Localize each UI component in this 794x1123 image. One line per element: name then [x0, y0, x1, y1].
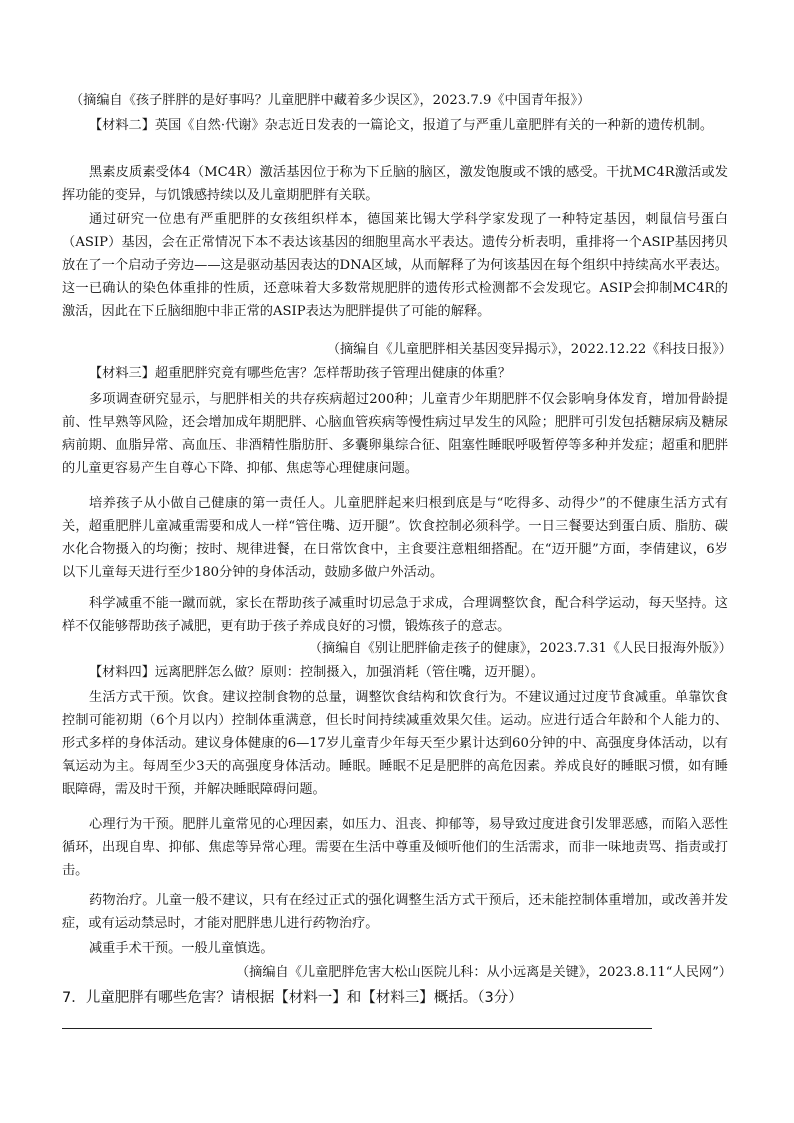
material-4-paragraph-5: 减重手术干预。一般儿童慎选。 — [89, 941, 274, 956]
source-citation-1: （摘编自《孩子胖胖的是好事吗？儿童肥胖中藏着多少误区》，2023.7.9《中国青年报》） — [70, 93, 591, 108]
material-2-paragraph-3: 通过研究一位患有严重肥胖的女孩组织样本，德国莱比锡大学科学家发现了一种特定基因，刺鼠信号蛋白（ASIP）基因，会在正常情况下本不表达该基因的细胞里高水平表达。遗传分析表明，重排将一个ASIP基因拷贝放在了一个启动子旁边——这是驱动基因表达的DNA区域，从而解释了为何该基因在每个组织中持续高水平表达。这一已确认的染色体重排的性质，还意味着大多数常规肥胖的遗传形式检测都不会发现它。ASIP会抑制MC4R的激活，因此在下丘脑细胞中非正常的ASIP表达为肥胖提供了可能的解释。 — [62, 212, 728, 319]
answer-line[interactable] — [62, 1028, 652, 1029]
material-4-paragraph-3: 心理行为干预。肥胖儿童常见的心理因素，如压力、沮丧、抑郁等，易导致过度进食引发罪恶感，而陷入恶性循环，出现自卑、抑郁、焦虑等异常心理。需要在生活中尊重及倾听他们的生活需求，而非一味地责骂、指责或打击。 — [62, 817, 728, 878]
material-3-paragraph-2: 多项调查研究显示，与肥胖相关的共存疾病超过200种；儿童青少年期肥胖不仅会影响身体发育，增加骨龄提前、性早熟等风险，还会增加成年期肥胖、心脑血管疾病等慢性病过早发生的风险；肥胖可引发包括糖尿病及糖尿病前期、血脂异常、高血压、非酒精性脂肪肝、多囊卵巢综合征、阻塞性睡眠呼吸暂停等多种并发症；超重和肥胖的儿童更容易产生自尊心下降、抑郁、焦虑等心理健康问题。 — [62, 392, 728, 476]
material-4-paragraph-2: 生活方式干预。饮食。建议控制食物的总量，调整饮食结构和饮食行为。不建议通过过度节食减重。单靠饮食控制可能初期（6个月以内）控制体重满意，但长时间持续减重效果欠佳。运动。应进行适合年龄和个人能力的、形式多样的身体活动。建议身体健康的6—17岁儿童青少年每天至少累计达到60分钟的中、高强度身体活动，以有氧运动为主。每周至少3天的高强度身体活动。睡眠。睡眠不足是肥胖的高危因素。养成良好的睡眠习惯，如有睡眠障碍，需及时干预，并解决睡眠障碍问题。 — [62, 690, 728, 797]
material-4-heading-paragraph: 【材料四】远离肥胖怎么做？原则：控制摄入，加强消耗（管住嘴，迈开腿）。 — [89, 665, 544, 680]
source-citation-4: （摘编自《儿童肥胖危害大松山医院儿科：从小远离是关键》，2023.8.11“人民网”） — [236, 965, 732, 980]
material-3-paragraph-3: 培养孩子从小做自己健康的第一责任人。儿童肥胖起来归根到底是与“吃得多、动得少”的不健康生活方式有关，超重肥胖儿童减重需要和成人一样“管住嘴、迈开腿”。饮食控制必须科学。一日三餐要达到蛋白质、脂肪、碳水化合物摄入的均衡；按时、规律进餐，在日常饮食中，主食要注意粗细搭配。在“迈开腿”方面，李倩建议，6岁以下儿童每天进行至少180分钟的身体活动，鼓励多做户外活动。 — [62, 496, 728, 580]
material-4-paragraph-4: 药物治疗。儿童一般不建议，只有在经过正式的强化调整生活方式干预后，还未能控制体重增加，或改善并发症，或有运动禁忌时，才能对肥胖患儿进行药物治疗。 — [62, 893, 728, 931]
source-citation-3: （摘编自《别让肥胖偷走孩子的健康》，2023.7.31《人民日报海外版》） — [308, 641, 732, 656]
material-2-paragraph-2: 黑素皮质素受体4（MC4R）激活基因位于称为下丘脑的脑区，激发饱腹或不饿的感受。干扰MC4R激活或发挥功能的变异，与饥饿感持续以及儿童期肥胖有关联。 — [62, 165, 728, 203]
question-7: 7．儿童肥胖有哪些危害？请根据【材料一】和【材料三】概括。（3分） — [62, 990, 523, 1006]
source-citation-2: （摘编自《儿童肥胖相关基因变异揭示》，2022.12.22《科技日报》） — [326, 342, 732, 357]
material-3-paragraph-4: 科学减重不能一蹴而就，家长在帮助孩子减重时切忌急于求成，合理调整饮食，配合科学运动，每天坚持。这样不仅能够帮助孩子减肥，更有助于孩子养成良好的习惯，锻炼孩子的意志。 — [62, 596, 728, 634]
material-3-heading-paragraph: 【材料三】超重肥胖究竟有哪些危害？怎样帮助孩子管理出健康的体重？ — [89, 366, 511, 381]
material-2-heading-paragraph: 【材料二】英国《自然·代谢》杂志近日发表的一篇论文，报道了与严重儿童肥胖有关的一种新的遗传机制。 — [89, 118, 714, 133]
